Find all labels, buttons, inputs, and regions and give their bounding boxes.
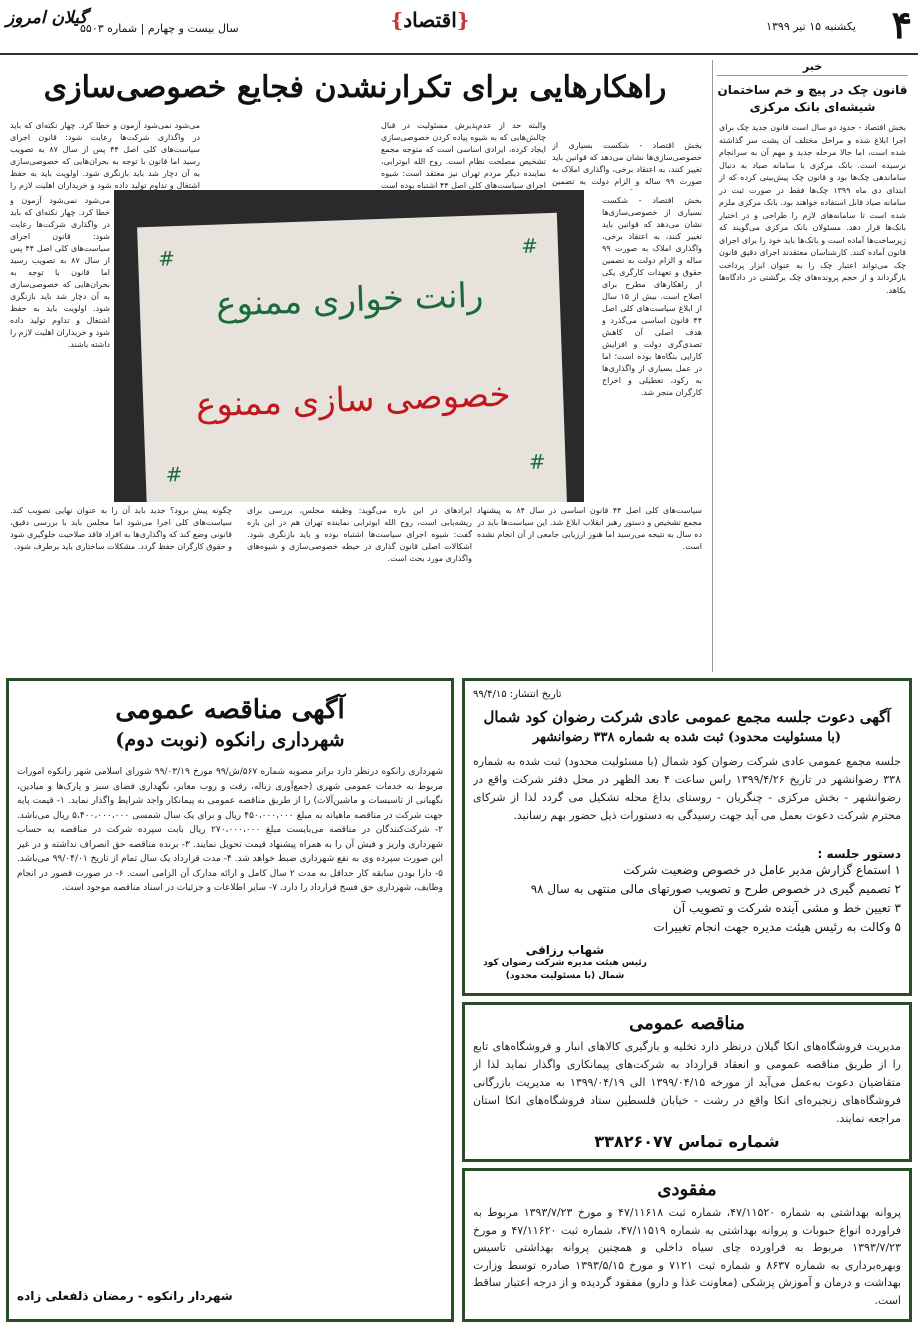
ad2-agenda-item: ۳ تعیین خط و مشی آینده شرکت و تصویب آن — [672, 901, 901, 915]
hashtag-icon: # — [520, 233, 539, 259]
sidebar-kicker: خبر — [717, 60, 908, 76]
ad2-agenda-item: ۵ وکالت به رئیس هیئت مدیره جهت انجام تغییرات — [653, 920, 901, 934]
issue-number: سال بیست و چهارم | شماره ۵۵۰۳ — [80, 22, 239, 35]
hashtag-icon: # — [165, 461, 183, 487]
ad-assembly-invitation — [462, 678, 912, 996]
article-column-3: می‌شود نمی‌شود آزمون و خطا کرد. چهار نکته‌ای که باید در واگذاری شرکت‌ها رعایت شود: قانون اجرای سیاست‌های کلی اصل ۴۴ پس از سال ۸۷ به تصویب رسید اما قانون با توجه به بحران‌هایی که خصوصی‌سازی به آن دچار شد باید بازنگری شود. اولویت باید به حفظ اشتغال و تداوم تولید داده شود و خریداران اهلیت لازم را — [10, 121, 200, 190]
ad2-signer-name: شهاب رزاقی — [525, 943, 605, 957]
ad2-subtitle: (با مسئولیت محدود) ثبت شده به شماره ۳۳۸ رضوانشهر — [532, 730, 842, 745]
article-caption: سیاست‌های کلی اصل ۴۴ قانون اساسی در سال ۸۴ به پیشنهاد مجمع تشخیص و دستور رهبر انقلاب ابلاغ شد. این سیاست‌ها باید در ده سال به نتیجه می‌رسید اما هنوز ارزیابی جامعی از آن انجام نشده است. — [477, 506, 702, 551]
issue-date: یکشنبه ۱۵ تیر ۱۳۹۹ — [766, 20, 856, 33]
sign-text-green: رانت خواری ممنوع — [215, 275, 485, 325]
article-column-2: والبته حد از عدم‌پذیرش مسئولیت در قبال چالش‌هایی که به شیوه پیاده کردن خصوصی‌سازی ایجاد کرده، ایرادی اساسی است که متوجه مجمع تشخیص مصلحت نظام است. روح الله ابوترابی، نماینده دیگر مردم تهران نیز معتقد است: شیوه اجرای سیاست‌های کلی اصل ۴۴ اشتباه بوده است — [381, 121, 546, 190]
newspaper-logo: گیلان امروز — [6, 8, 88, 28]
section-label: اقتصاد — [403, 8, 457, 32]
article-bottom-mid: ایرادهای در این باره می‌گوید: وظیفه مجلس، بررسی برای ریشه‌یابی است، روح الله ابوترابی نماینده تهران هم در این باره گفت: شیوه اجرای سیاست‌ها اشتباه بوده و باید بازنگری شود. اشکالات اصلی قانون گذاری در حیطه خصوصی‌سازی و شیوه‌های واگذاری مورد بحث است. — [247, 506, 472, 563]
article-headline: راهکارهایی برای تکرارنشدن فجایع خصوصی‌سازی — [43, 70, 667, 105]
hashtag-icon: # — [157, 246, 176, 271]
article-bottom-left: چگونه پیش برود؟ جدید باید آن را به عنوان نهایی تصویب کند. سیاست‌های کلی اجرا می‌شود اما مجلس باید با بررسی دقیق، قانونی وضع کند که واگذاری‌ها به افراد فاقد صلاحیت جلوگیری شود و حقوق کارگران حفظ گردد. مشکلات ساختاری باید برطرف شود. — [10, 506, 232, 551]
protest-sign — [137, 213, 567, 502]
ad1-subtitle: شهرداری رانکوه (نوبت دوم) — [115, 729, 345, 751]
sign-text-red: خصوصی سازی ممنوع — [195, 374, 512, 426]
ad2-body: جلسه مجمع عمومی عادی شرکت رضوان کود شمال (با مسئولیت محدود) ثبت شده به شماره ۳۳۸ رضوانشهر در تاریخ ۱۳۹۹/۴/۲۶ راس ساعت ۴ بعد الظهر در محل دفتر شرکت واقع در رضوانشهر - بخش مرکزی - چنگریان - روستای بداغ محله تشکیل می گردد لذا از شرکای محترم شرکت دعوت بعمل می آید جهت رسیدگی به دستورات ذیل حضور بهم رسانید. — [473, 755, 901, 822]
ad2-date: تاریخ انتشار: ۹۹/۴/۱۵ — [473, 689, 562, 700]
protest-photo — [114, 190, 584, 502]
ad3-body: مدیریت فروشگاه‌های انکا گیلان درنظر دارد تخلیه و بارگیری کالاهای انبار و فروشگاه‌های تابع را از طریق مناقصه عمومی و انعقاد قرارداد به شرکت‌های پیمانکاری واگذار نماید لذا از متقاضیان دعوت به‌عمل می‌آید از مورخه ۱۳۹۹/۰۴/۱۵ الی ۱۳۹۹/۰۴/۱۹ به مدیریت بازرگانی فروشگاه‌های زنجیره‌ای انکا واقع در رشت - خیابان فلسطین ستاد فروشگاه‌های انکا استان مراجعه نمایند. — [473, 1040, 901, 1125]
hashtag-icon: # — [528, 449, 546, 474]
ad2-agenda-title: دستور جلسه : — [817, 847, 901, 861]
page-header — [0, 0, 918, 55]
section-title: {اقتصاد} — [390, 8, 470, 32]
ad1-signature: شهردار رانکوه - رمضان ذلفعلی زاده — [17, 1289, 233, 1303]
ad2-title: آگهی دعوت جلسه مجمع عمومی عادی شرکت رضوان کود شمال — [483, 708, 891, 726]
ad2-agenda-item: ۱ استماع گزارش مدیر عامل در خصوص وضعیت شرکت — [623, 863, 901, 877]
ad-lost-notice — [462, 1168, 912, 1322]
ad2-agenda-item: ۲ تصمیم گیری در خصوص طرح و تصویب صورتهای مالی منتهی به سال ۹۸ — [530, 882, 901, 896]
page-number: ۴ — [891, 2, 912, 47]
ad3-phone: شماره تماس ۳۳۸۲۶۰۷۷ — [594, 1132, 780, 1151]
ad1-body: شهرداری رانکوه درنظر دارد برابر مصوبه شماره ۵۶۷/ش/۹۹ مورخ ۹۹/۰۳/۱۹ شورای اسلامی شهر رانکوه امورات مربوط به خدمات عمومی شهری (جمع‌آوری زباله، رفت و روب معابر، نگهداری فضای سبز و پارک‌ها و میادین، نگهبانی از تاسیسات و ماشین‌آلات) را از طریق مناقصه عمومی به پیمانکار واجد شرایط واگذار نماید. ۱- قیمت پایه جهت شرکت در مناقصه ماهیانه به مبلغ ۴۵۰،۰۰۰،۰۰۰ ریال و برای یک سال شمسی ۵،۴۰۰،۰۰۰،۰۰۰ ریال می‌باشد. ۲- شرکت‌کنندگان در مناقصه می‌بایست مبلغ ۲۷۰،۰۰۰،۰۰۰ ریال بابت سپرده شرکت در مناقصه به حساب شهرداری واریز و فیش آن را به همراه پیشنهاد قیمت تحویل نمایند. ۳- برنده مناقصه حق انصراف نداشته و در غیر این صورت سپرده وی به نفع شهرداری ضبط خواهد شد. ۴- مدت قرارداد یک سال تمام از تاریخ ۹۹/۰۴/۰۱ می‌باشد. ۵- دارا بودن سابقه کار حداقل به مدت ۲ سال کامل و ارائه مدارک آن الزامی است. ۶- در صورت قصور در انجام وظایف، شهرداری حق فسخ قرارداد را دارد. ۷- سایر اطلاعات و جزئیات در اسناد مناقصه موجود است. — [17, 767, 443, 893]
article-column-3b: می‌شود نمی‌شود آزمون و خطا کرد. چهار نکته‌ای که باید در واگذاری شرکت‌ها رعایت شود: قانون اجرای سیاست‌های کلی اصل ۴۴ پس از سال ۸۷ به تصویب رسید اما قانون با توجه به بحران‌هایی که خصوصی‌سازی به آن دچار شد باید بازنگری شود. اولویت باید به حفظ اشتغال و تداوم تولید داده شود و خریداران اهلیت لازم را داشته باشند. — [10, 196, 110, 349]
ad-tender-rankooh — [6, 678, 454, 1322]
ad2-signer — [475, 943, 655, 983]
ad2-signer-role: رئیس هیئت مدیره شرکت رضوان کود شمال (با مسئولیت محدود) — [483, 958, 647, 981]
article-column-1b: بخش اقتصاد - شکست بسیاری از خصوصی‌سازی‌ها نشان می‌دهد که قوانین باید تغییر کنند، به اعتقاد برخی، واگذاری املاک به صورت ۹۹ ساله و الزام دولت به تضمین حقوق و تعهدات کارگری یکی از راهکارهای مطرح برای اصلاح است. بیش از ۱۵ سال از ابلاغ سیاست‌های کلی اصل ۴۴ قانون اساسی می‌گذرد و هدف اصلی آن کاهش تصدی‌گری دولت و افزایش کارایی بنگاه‌ها بوده است؛ اما در عمل بسیاری از واگذاری‌ها به رکود، تعطیلی و اخراج کارگران منجر شد. — [602, 196, 702, 397]
ad4-title: مفقودی — [657, 1179, 717, 1200]
article-column-1: بخش اقتصاد - شکست بسیاری از خصوصی‌سازی‌ها نشان می‌دهد که قوانین باید تغییر کنند، به اعتقاد برخی، واگذاری املاک به صورت ۹۹ ساله و الزام دولت به تضمین — [552, 141, 702, 186]
sidebar-body: بخش اقتصاد - حدود دو سال است قانون جدید چک برای اجرا ابلاغ شده و مراحل مختلف آن پشت سر گذاشته شده است، اما حالا مرحله جدید و مهم آن به سرانجام نرسیده است. بانک مرکزی با سامانه صیاد به دنبال ساماندهی چک‌ها بود و قانون چک پیش‌بینی کرده که از ابتدای دی ماه ۱۳۹۹ چک‌ها فقط در صورت ثبت در سامانه صیاد قابل استفاده خواهند بود. بانک مرکزی ملزم شده است تا سامانه‌های لازم را طراحی و در اختیار بانک‌ها قرار دهد. مسئولان بانک مرکزی می‌گویند که زیرساخت‌ها آماده است و بانک‌ها باید خود را برای اجرای قانون آماده کنند. کارشناسان معتقدند اجرای دقیق قانون چک می‌تواند اعتبار چک را به عنوان ابزار پرداخت بازگرداند و از حجم پرونده‌های چک برگشتی در دادگاه‌ها بکاهد. — [719, 123, 906, 295]
ad3-title: مناقصه عمومی — [629, 1013, 745, 1034]
ad-enka-tender — [462, 1002, 912, 1162]
sidebar-title: قانون چک در پیچ و خم ساختمان شیشه‌ای بانک مرکزی — [717, 83, 908, 114]
ad4-body: پروانه بهداشتی به شماره ۴۷/۱۱۵۲۰، شماره ثبت ۴۷/۱۱۶۱۸ و مورخ ۱۳۹۳/۷/۲۳ مربوط به فراورده انواع حبوبات و پروانه بهداشتی به شماره ۴۷/۱۱۵۱۹، شماره ثبت ۴۷/۱۱۶۲۰ و مورخ ۱۳۹۳/۷/۲۳ مربوط به فراورده چای سیاه داخلی و همچنین پروانه بهداشتی تاسیس وبهره‌برداری به شماره ۸۶۳۷ و شماره ثبت ۷۱۲۱ و مورخ ۱۳۹۳/۵/۱۵ صادره توسط وزارت بهداشت و درمان و آموزش پزشکی (معاونت غذا و دارو) مفقود گردیده و از درجه اعتبار ساقط است. — [473, 1206, 901, 1307]
ad1-title: آگهی مناقصه عمومی — [115, 695, 345, 725]
sidebar-news — [712, 60, 912, 672]
